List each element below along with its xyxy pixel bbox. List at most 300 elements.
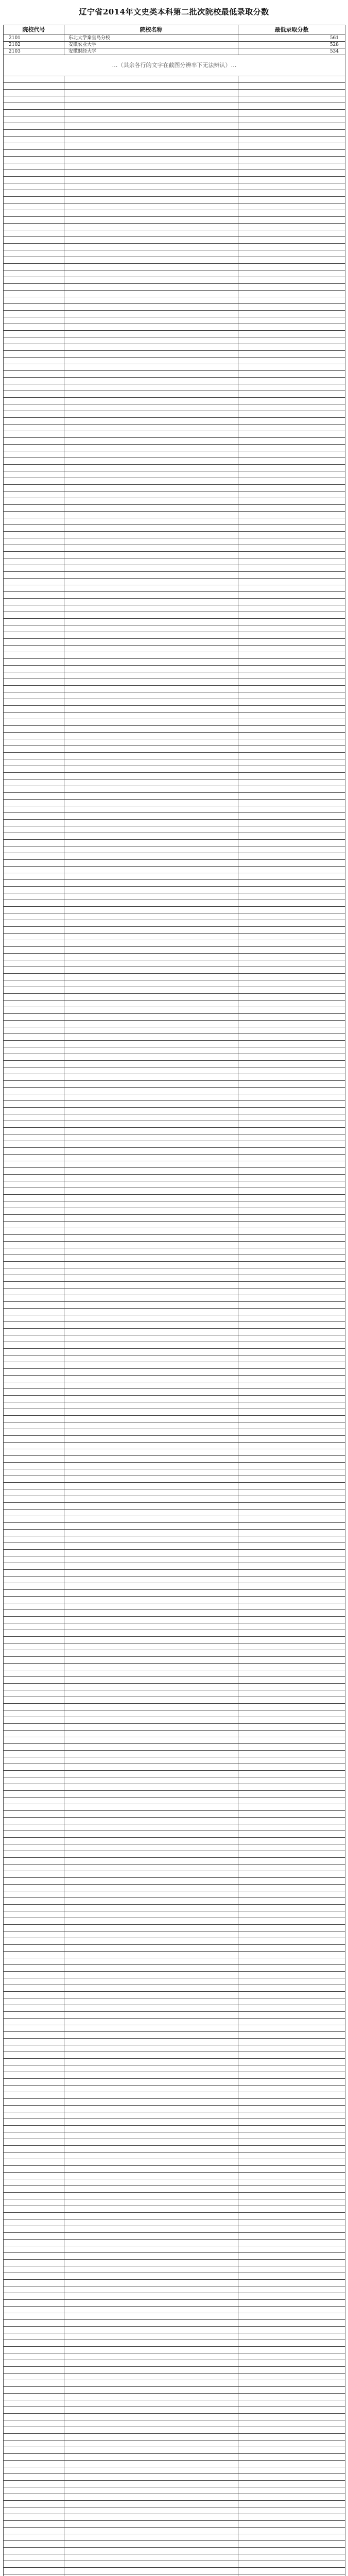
school-code xyxy=(4,1905,64,1911)
min-score xyxy=(238,1248,345,1255)
school-code xyxy=(4,532,64,538)
table-row-illegible xyxy=(4,83,345,90)
school-name xyxy=(64,1704,238,1710)
school-code xyxy=(4,1650,64,1657)
school-code xyxy=(4,418,64,425)
school-name xyxy=(64,2099,238,2106)
table-row-illegible xyxy=(4,1931,345,1938)
school-name xyxy=(64,659,238,666)
school-name xyxy=(64,974,238,980)
school-name xyxy=(64,2327,238,2333)
school-code xyxy=(4,324,64,331)
table-header-row xyxy=(4,25,345,35)
school-code xyxy=(4,1382,64,1389)
school-name xyxy=(64,2226,238,2233)
school-code xyxy=(4,2032,64,2039)
min-score xyxy=(238,130,345,137)
min-score xyxy=(238,1998,345,2005)
school-name xyxy=(64,699,238,706)
min-score xyxy=(238,2300,345,2307)
school-name xyxy=(64,800,238,806)
table-row-illegible xyxy=(4,1443,345,1449)
table-row-illegible xyxy=(4,2019,345,2025)
table-row-illegible xyxy=(4,1289,345,1295)
min-score xyxy=(238,257,345,264)
min-score xyxy=(238,2548,345,2554)
school-code xyxy=(4,2380,64,2387)
min-score xyxy=(238,150,345,157)
min-score xyxy=(238,317,345,324)
school-code xyxy=(4,1871,64,1878)
min-score xyxy=(238,1670,345,1677)
table-row-illegible xyxy=(4,1670,345,1677)
school-code xyxy=(4,612,64,619)
min-score xyxy=(238,853,345,860)
school-name xyxy=(64,1255,238,1262)
table-row-illegible xyxy=(4,2481,345,2487)
min-score xyxy=(238,337,345,344)
table-row-illegible xyxy=(4,2246,345,2253)
school-name xyxy=(64,270,238,277)
table-row-illegible xyxy=(4,1422,345,1429)
min-score xyxy=(238,2213,345,2219)
table-row-illegible xyxy=(4,1556,345,1563)
table-row-illegible xyxy=(4,1637,345,1643)
school-name xyxy=(64,1871,238,1878)
table-row-illegible xyxy=(4,800,345,806)
min-score xyxy=(238,1925,345,1931)
school-name xyxy=(64,954,238,960)
min-score xyxy=(238,2367,345,2374)
min-score xyxy=(238,920,345,927)
table-row-illegible xyxy=(4,1262,345,1268)
school-code xyxy=(4,2514,64,2521)
table-row-illegible xyxy=(4,1134,345,1141)
table-row-illegible xyxy=(4,1898,345,1905)
school-code xyxy=(4,1952,64,1958)
school-name xyxy=(64,2548,238,2554)
table-row-illegible xyxy=(4,766,345,773)
min-score xyxy=(238,1717,345,1724)
school-code xyxy=(4,1416,64,1422)
table-row-illegible xyxy=(4,1148,345,1155)
table-row-illegible xyxy=(4,666,345,672)
school-name xyxy=(64,2528,238,2534)
table-row-illegible xyxy=(4,1516,345,1523)
school-name xyxy=(64,1476,238,1483)
min-score xyxy=(238,2521,345,2528)
school-code xyxy=(4,860,64,867)
school-name xyxy=(64,1108,238,1114)
school-name xyxy=(64,980,238,987)
school-code xyxy=(4,518,64,525)
school-code xyxy=(4,485,64,492)
school-name xyxy=(64,1349,238,1355)
school-code xyxy=(4,1610,64,1617)
min-score xyxy=(238,1603,345,1610)
table-row-illegible xyxy=(4,612,345,619)
school-name xyxy=(64,753,238,759)
table-row-illegible xyxy=(4,2521,345,2528)
school-code xyxy=(4,545,64,552)
school-name xyxy=(64,2507,238,2514)
school-code xyxy=(4,954,64,960)
school-code xyxy=(4,1047,64,1054)
school-name xyxy=(64,2374,238,2380)
table-row-illegible xyxy=(4,337,345,344)
min-score xyxy=(238,2481,345,2487)
school-name xyxy=(64,538,238,545)
table-row-illegible xyxy=(4,217,345,224)
table-row-illegible xyxy=(4,773,345,779)
school-name xyxy=(64,1429,238,1436)
min-score xyxy=(238,411,345,418)
table-row-illegible xyxy=(4,1724,345,1731)
school-code xyxy=(4,170,64,177)
min-score xyxy=(238,2541,345,2548)
min-score xyxy=(238,1402,345,1409)
school-code xyxy=(4,1697,64,1704)
school-name xyxy=(64,1041,238,1047)
table-row-illegible xyxy=(4,1610,345,1617)
school-code xyxy=(4,666,64,672)
table-row-illegible xyxy=(4,1630,345,1637)
school-code xyxy=(4,1041,64,1047)
min-score xyxy=(238,2467,345,2474)
table-row-illegible xyxy=(4,1878,345,1885)
table-row-illegible xyxy=(4,116,345,123)
school-name xyxy=(64,1824,238,1831)
school-name xyxy=(64,404,238,411)
min-score xyxy=(238,1891,345,1898)
school-name xyxy=(64,1054,238,1061)
table-row-illegible xyxy=(4,913,345,920)
table-row-illegible xyxy=(4,465,345,471)
table-row-illegible xyxy=(4,498,345,505)
school-name xyxy=(64,284,238,291)
school-name xyxy=(64,1443,238,1449)
school-name xyxy=(64,1737,238,1744)
school-name xyxy=(64,2219,238,2226)
table-row-illegible xyxy=(4,404,345,411)
table-row-illegible xyxy=(4,512,345,518)
table-row-illegible xyxy=(4,1791,345,1798)
min-score xyxy=(238,217,345,224)
school-code xyxy=(4,2387,64,2394)
school-name xyxy=(64,1088,238,1094)
min-score xyxy=(238,2307,345,2313)
school-code xyxy=(4,1925,64,1931)
table-row-illegible xyxy=(4,177,345,183)
min-score xyxy=(238,1630,345,1637)
school-code xyxy=(4,398,64,404)
min-score xyxy=(238,1798,345,1804)
school-code xyxy=(4,130,64,137)
min-score xyxy=(238,1396,345,1402)
table-row-illegible xyxy=(4,2414,345,2420)
school-name xyxy=(64,1831,238,1838)
min-score xyxy=(238,1222,345,1228)
min-score xyxy=(238,686,345,692)
school-code xyxy=(4,2012,64,2019)
school-code: 2102 xyxy=(4,42,64,48)
min-score xyxy=(238,1088,345,1094)
school-name xyxy=(64,1081,238,1088)
school-code xyxy=(4,1443,64,1449)
school-code xyxy=(4,177,64,183)
school-name xyxy=(64,913,238,920)
school-code xyxy=(4,2454,64,2461)
table-row-illegible xyxy=(4,2327,345,2333)
table-row-illegible xyxy=(4,130,345,137)
school-code xyxy=(4,1242,64,1248)
school-code xyxy=(4,2045,64,2052)
school-name xyxy=(64,746,238,753)
table-row-illegible xyxy=(4,2280,345,2286)
min-score xyxy=(238,1456,345,1463)
school-code xyxy=(4,311,64,317)
table-row-illegible xyxy=(4,1094,345,1101)
table-row-illegible xyxy=(4,391,345,398)
school-code xyxy=(4,927,64,934)
min-score xyxy=(238,1235,345,1242)
table-row-illegible xyxy=(4,2126,345,2132)
table-row-illegible xyxy=(4,706,345,713)
school-name xyxy=(64,1094,238,1101)
table-row-illegible xyxy=(4,1402,345,1409)
min-score xyxy=(238,887,345,893)
school-name xyxy=(64,1463,238,1469)
table-row-illegible xyxy=(4,2206,345,2213)
min-score xyxy=(238,699,345,706)
min-score xyxy=(238,2561,345,2568)
school-code xyxy=(4,1677,64,1684)
school-name xyxy=(64,1282,238,1289)
min-score xyxy=(238,2166,345,2173)
min-score xyxy=(238,1664,345,1670)
min-score xyxy=(238,2501,345,2507)
min-score xyxy=(238,1101,345,1108)
school-code xyxy=(4,1690,64,1697)
school-code xyxy=(4,364,64,371)
school-name xyxy=(64,1838,238,1844)
school-name xyxy=(64,692,238,699)
school-name xyxy=(64,297,238,304)
school-code xyxy=(4,1148,64,1155)
table-row-illegible xyxy=(4,746,345,753)
table-row-illegible xyxy=(4,1938,345,1945)
min-score xyxy=(238,1094,345,1101)
school-code xyxy=(4,2574,64,2576)
school-code xyxy=(4,2407,64,2414)
table-row-illegible xyxy=(4,2461,345,2467)
school-name xyxy=(64,779,238,786)
school-name xyxy=(64,1067,238,1074)
table-row-illegible xyxy=(4,2307,345,2313)
min-score xyxy=(238,137,345,143)
table-row-illegible xyxy=(4,1911,345,1918)
min-score xyxy=(238,331,345,337)
school-code xyxy=(4,1114,64,1121)
school-name xyxy=(64,471,238,478)
school-code xyxy=(4,1456,64,1463)
table-row-illegible xyxy=(4,1463,345,1469)
school-code xyxy=(4,2420,64,2427)
school-name xyxy=(64,123,238,130)
school-code xyxy=(4,465,64,471)
min-score xyxy=(238,2380,345,2387)
school-name xyxy=(64,2461,238,2467)
table-row-illegible xyxy=(4,699,345,706)
school-name xyxy=(64,445,238,451)
table-row-illegible xyxy=(4,820,345,826)
school-code xyxy=(4,425,64,431)
school-code xyxy=(4,445,64,451)
min-score xyxy=(238,1710,345,1717)
school-code xyxy=(4,1335,64,1342)
school-name xyxy=(64,813,238,820)
school-name xyxy=(64,2246,238,2253)
min-score xyxy=(238,1938,345,1945)
school-name xyxy=(64,1637,238,1643)
school-name xyxy=(64,1489,238,1496)
table-row-illegible xyxy=(4,2441,345,2447)
table-row-illegible xyxy=(4,793,345,800)
school-name xyxy=(64,1697,238,1704)
school-name xyxy=(64,110,238,116)
min-score xyxy=(238,726,345,733)
table-row-illegible xyxy=(4,652,345,659)
school-code xyxy=(4,960,64,967)
min-score xyxy=(238,646,345,652)
school-name xyxy=(64,465,238,471)
table-row-illegible xyxy=(4,277,345,284)
school-code xyxy=(4,1108,64,1114)
table-row-illegible xyxy=(4,2099,345,2106)
school-name xyxy=(64,2233,238,2240)
school-name xyxy=(64,2072,238,2079)
table-row-illegible xyxy=(4,1376,345,1382)
school-name xyxy=(64,1818,238,1824)
school-code xyxy=(4,1322,64,1329)
school-code xyxy=(4,404,64,411)
school-name xyxy=(64,250,238,257)
school-code xyxy=(4,920,64,927)
table-row-illegible xyxy=(4,1704,345,1710)
table-row-illegible xyxy=(4,270,345,277)
school-name xyxy=(64,1945,238,1952)
school-code xyxy=(4,371,64,378)
school-name xyxy=(64,2320,238,2327)
min-score xyxy=(238,2420,345,2427)
table-row-illegible xyxy=(4,1275,345,1282)
school-name xyxy=(64,1771,238,1777)
school-code xyxy=(4,1958,64,1965)
school-name xyxy=(64,1355,238,1362)
table-row-illegible xyxy=(4,1228,345,1235)
table-row-illegible xyxy=(4,1918,345,1925)
school-code xyxy=(4,264,64,270)
min-score xyxy=(238,706,345,713)
table-row-illegible xyxy=(4,1503,345,1510)
school-code xyxy=(4,1436,64,1443)
min-score xyxy=(238,1067,345,1074)
table-row-illegible xyxy=(4,96,345,103)
min-score xyxy=(238,1597,345,1603)
school-code xyxy=(4,1074,64,1081)
min-score xyxy=(238,1275,345,1282)
min-score xyxy=(238,1422,345,1429)
min-score xyxy=(238,1282,345,1289)
min-score xyxy=(238,2119,345,2126)
school-name xyxy=(64,1362,238,1369)
school-name xyxy=(64,1731,238,1737)
school-code xyxy=(4,103,64,110)
table-row-illegible xyxy=(4,378,345,384)
school-code xyxy=(4,974,64,980)
min-score xyxy=(238,297,345,304)
table-row-illegible xyxy=(4,927,345,934)
school-name xyxy=(64,351,238,358)
school-name xyxy=(64,773,238,779)
table-row-illegible xyxy=(4,1871,345,1878)
school-name xyxy=(64,2340,238,2347)
school-code xyxy=(4,217,64,224)
table-row-illegible xyxy=(4,954,345,960)
school-name xyxy=(64,994,238,1001)
school-code xyxy=(4,2086,64,2092)
school-code xyxy=(4,1282,64,1289)
school-name xyxy=(64,190,238,197)
school-name xyxy=(64,311,238,317)
school-name xyxy=(64,2206,238,2213)
min-score xyxy=(238,1315,345,1322)
min-score xyxy=(238,2454,345,2461)
school-name xyxy=(64,2554,238,2561)
school-name xyxy=(64,2126,238,2132)
min-score xyxy=(238,860,345,867)
school-code xyxy=(4,1208,64,1215)
school-code xyxy=(4,800,64,806)
table-row-illegible xyxy=(4,1865,345,1871)
min-score xyxy=(238,2340,345,2347)
table-row-illegible xyxy=(4,1114,345,1121)
min-score xyxy=(238,384,345,391)
school-name xyxy=(64,1335,238,1342)
min-score xyxy=(238,1992,345,1998)
min-score xyxy=(238,2360,345,2367)
school-code xyxy=(4,1597,64,1603)
school-name xyxy=(64,625,238,632)
table-row-illegible xyxy=(4,1349,345,1355)
min-score xyxy=(238,471,345,478)
min-score xyxy=(238,1751,345,1757)
min-score xyxy=(238,1617,345,1623)
table-row-illegible xyxy=(4,2561,345,2568)
page-title: 辽宁省2014年文史类本科第二批次院校最低录取分数 xyxy=(79,7,269,16)
school-code xyxy=(4,2501,64,2507)
min-score xyxy=(238,826,345,833)
school-name xyxy=(64,1483,238,1489)
table-row-illegible xyxy=(4,1717,345,1724)
min-score xyxy=(238,1831,345,1838)
school-name xyxy=(64,1617,238,1623)
school-code xyxy=(4,940,64,947)
school-name xyxy=(64,2005,238,2012)
table-row-illegible xyxy=(4,1389,345,1396)
min-score xyxy=(238,1610,345,1617)
school-code xyxy=(4,2427,64,2434)
